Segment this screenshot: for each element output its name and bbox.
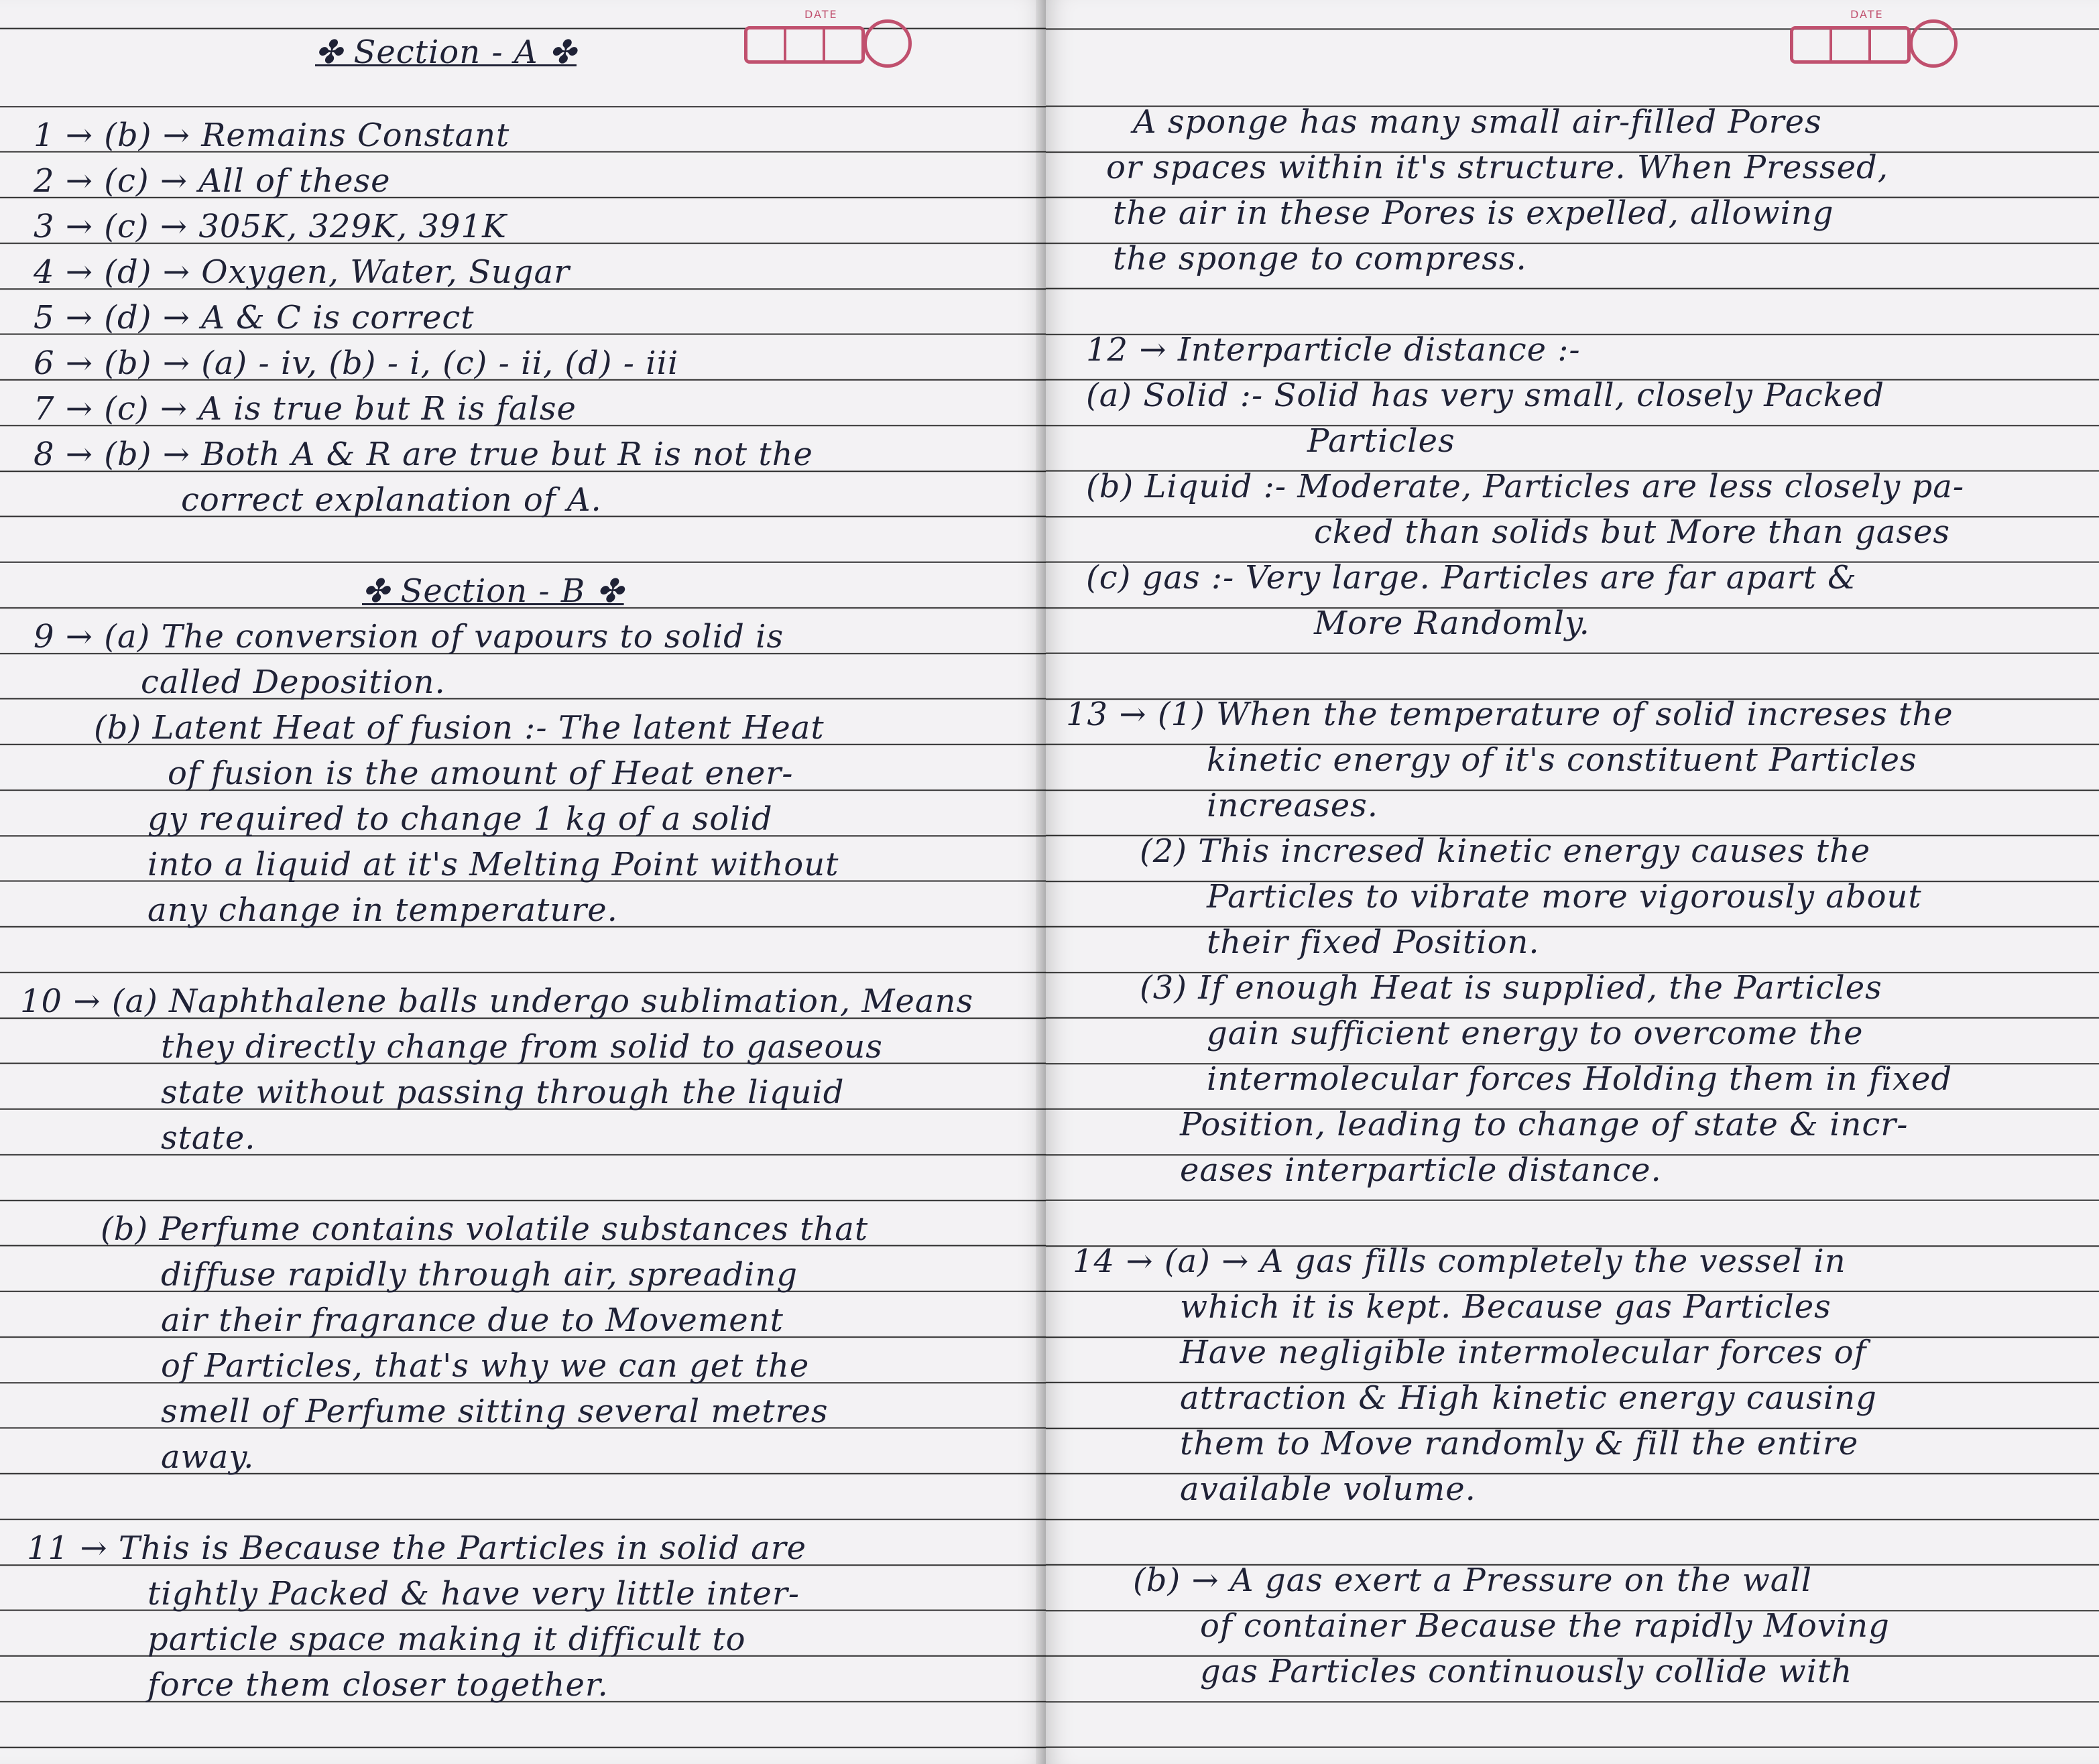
right-page bbox=[1046, 0, 2099, 1764]
q13-line: (2) This incresed kinetic energy causes the bbox=[1140, 832, 1871, 870]
answer-line: 4 → (d) → Oxygen, Water, Sugar bbox=[34, 253, 571, 291]
answer-line: 8 → (b) → Both A & R are true but R is not the bbox=[34, 436, 813, 473]
answer-line: 5 → (d) → A & C is correct bbox=[34, 299, 475, 336]
q10-line: state without passing through the liquid bbox=[161, 1074, 845, 1111]
q12-line: cked than solids but More than gases bbox=[1314, 513, 1951, 551]
q14-line: Have negligible intermolecular forces of bbox=[1180, 1334, 1867, 1371]
q13-line: increases. bbox=[1207, 787, 1379, 824]
date-label: DATE bbox=[804, 8, 838, 21]
q10-line: air their fragrance due to Movement bbox=[161, 1302, 784, 1339]
answer-line: 2 → (c) → All of these bbox=[34, 162, 391, 200]
q12-line: (b) Liquid :- Moderate, Particles are less closely pa- bbox=[1086, 468, 1965, 505]
q10-line: state. bbox=[161, 1119, 256, 1157]
q13-line: Particles to vibrate more vigorously about bbox=[1207, 878, 1922, 916]
q14-line: gas Particles continuously collide with bbox=[1200, 1653, 1853, 1690]
q13-line: their fixed Position. bbox=[1207, 924, 1540, 961]
date-label: DATE bbox=[1850, 8, 1884, 21]
q9-line: 9 → (a) The conversion of vapours to solid is bbox=[34, 618, 784, 655]
q13-line: eases interparticle distance. bbox=[1180, 1151, 1662, 1189]
q10-line: of Particles, that's why we can get the bbox=[161, 1347, 810, 1385]
q13-line: intermolecular forces Holding them in fixed bbox=[1207, 1060, 1953, 1098]
q12-line: 12 → Interparticle distance :- bbox=[1086, 331, 1581, 369]
q14-line: attraction & High kinetic energy causing bbox=[1180, 1379, 1877, 1417]
q12-line: (c) gas :- Very large. Particles are far apart & bbox=[1086, 559, 1857, 596]
answer-line: 3 → (c) → 305K, 329K, 391K bbox=[34, 208, 507, 245]
q14-line: them to Move randomly & fill the entire bbox=[1180, 1425, 1859, 1462]
q10-line: away. bbox=[161, 1438, 255, 1476]
q11-line: tightly Packed & have very little inter- bbox=[147, 1575, 800, 1613]
q11-line: particle space making it difficult to bbox=[147, 1621, 746, 1658]
q9-line: into a liquid at it's Melting Point without bbox=[147, 846, 839, 883]
q10-line: smell of Perfume sitting several metres bbox=[161, 1393, 829, 1430]
q9-line: gy required to change 1 kg of a solid bbox=[147, 800, 773, 838]
q13-line: 13 → (1) When the temperature of solid increses the bbox=[1066, 696, 1954, 733]
answer-line: correct explanation of A. bbox=[181, 481, 602, 519]
q9-line: any change in temperature. bbox=[147, 891, 618, 929]
q11-line: force them closer together. bbox=[147, 1666, 609, 1704]
q14-line: (b) → A gas exert a Pressure on the wall bbox=[1133, 1562, 1813, 1599]
q14-line: 14 → (a) → A gas fills completely the vessel in bbox=[1073, 1243, 1846, 1280]
q14-line: available volume. bbox=[1180, 1470, 1476, 1508]
q10-line: 10 → (a) Naphthalene balls undergo sublimation, Means bbox=[20, 983, 974, 1020]
sponge-line: the air in these Pores is expelled, allowing bbox=[1113, 194, 1834, 232]
sponge-line: the sponge to compress. bbox=[1113, 240, 1527, 277]
q10-line: they directly change from solid to gaseous bbox=[161, 1028, 883, 1066]
q10-line: diffuse rapidly through air, spreading bbox=[161, 1256, 798, 1294]
q12-line: More Randomly. bbox=[1314, 605, 1590, 642]
q13-line: kinetic energy of it's constituent Particles bbox=[1207, 741, 1917, 779]
q13-line: (3) If enough Heat is supplied, the Particles bbox=[1140, 969, 1882, 1007]
section-a-heading: ✤ Section - A ✤ bbox=[315, 34, 577, 71]
q9-line: (b) Latent Heat of fusion :- The latent Heat bbox=[94, 709, 825, 747]
left-page bbox=[0, 0, 1046, 1764]
sponge-line: A sponge has many small air-filled Pores bbox=[1133, 103, 1822, 141]
q10-line: (b) Perfume contains volatile substances that bbox=[101, 1210, 869, 1248]
section-b-heading: ✤ Section - B ✤ bbox=[362, 572, 624, 610]
q14-line: which it is kept. Because gas Particles bbox=[1180, 1288, 1832, 1326]
answer-line: 7 → (c) → A is true but R is false bbox=[34, 390, 577, 428]
date-box bbox=[744, 8, 925, 67]
answer-line: 1 → (b) → Remains Constant bbox=[34, 117, 510, 154]
q9-line: called Deposition. bbox=[141, 664, 446, 701]
q13-line: Position, leading to change of state & incr- bbox=[1180, 1106, 1909, 1143]
answer-line: 6 → (b) → (a) - iv, (b) - i, (c) - ii, (d) - iii bbox=[34, 344, 679, 382]
sponge-line: or spaces within it's structure. When Pressed, bbox=[1106, 149, 1889, 186]
date-box bbox=[1790, 8, 1971, 67]
q9-line: of fusion is the amount of Heat ener- bbox=[168, 755, 794, 792]
q14-line: of container Because the rapidly Moving bbox=[1200, 1607, 1890, 1645]
q11-line: 11 → This is Because the Particles in solid are bbox=[27, 1529, 807, 1567]
q13-line: gain sufficient energy to overcome the bbox=[1207, 1015, 1864, 1052]
q12-line: Particles bbox=[1307, 422, 1455, 460]
q12-line: (a) Solid :- Solid has very small, closely Packed bbox=[1086, 377, 1884, 414]
